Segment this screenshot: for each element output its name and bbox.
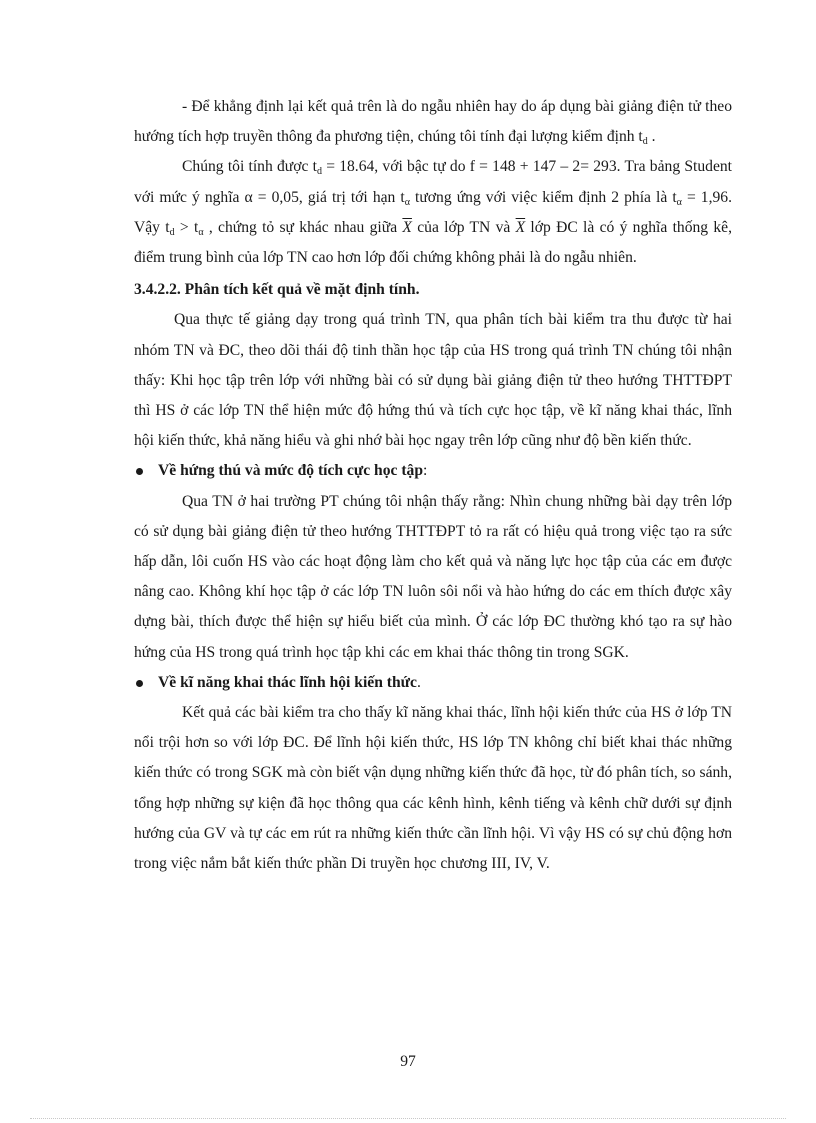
text-run: Chúng tôi tính được t <box>182 158 317 176</box>
bullet-interest <box>134 456 732 486</box>
paragraph-hypothesis-test <box>134 92 732 152</box>
bullet-skills <box>134 668 732 698</box>
subscript-d: d <box>316 166 322 178</box>
text-run: , chứng tỏ sự khác nhau giữa <box>203 218 403 236</box>
paragraph-observation: Qua thực tế giảng dạy trong quá trình TN, qua phân tích bài kiểm tra thu được từ hai nhóm TN và ĐC, theo dõi thái độ tinh thần học tập của HS trong quá trình TN chúng tôi nhận thấy: Khi học tập trên lớp với những bài có sử dụng bài giảng điện tử theo hướng THTTĐPT thì HS ở các lớp TN thể hiện mức độ hứng thú và tích cực học tập, về kĩ năng khai thác, lĩnh hội kiến thức, khả năng hiểu và ghi nhớ bài học ngay trên lớp cũng như độ bền kiến thức. <box>134 311 732 450</box>
text-run: = 18.64, với bậc tự do f = 148 + 147 – 2= 293. Tra bảng Student với mức ý nghĩa α = 0,05, giá trị tới hạn t <box>134 158 732 206</box>
paragraph-student-test <box>134 152 732 273</box>
subscript-alpha: α <box>404 196 410 208</box>
text-run: tương ứng với việc kiểm định 2 phía là t <box>409 188 677 206</box>
bullet-suffix: . <box>416 673 421 691</box>
bullet-suffix: : <box>423 462 428 480</box>
bullet-title: Về hứng thú và mức độ tích cực học tập <box>158 462 424 480</box>
x-bar-symbol: $\overline{X}$ <box>402 218 412 236</box>
section-heading: 3.4.2.2. Phân tích kết quả về mặt định tính. <box>134 281 420 299</box>
bullet-dot-icon <box>136 468 143 475</box>
text-run: - Để khẳng định lại kết quả trên là do ngẫu nhiên hay do áp dụng bài giảng điện tử theo hướng tích hợp truyền thông đa phương tiện, chúng tôi tính đại lượng kiểm định t <box>134 98 732 146</box>
page-content <box>134 92 732 879</box>
page-bottom-divider <box>30 1118 786 1119</box>
bullet-title: Về kĩ năng khai thác lĩnh hội kiến thức <box>158 673 417 691</box>
paragraph-interest: Qua TN ở hai trường PT chúng tôi nhận thấy rằng: Nhìn chung những bài dạy trên lớp có sử dụng bài giảng điện tử theo hướng THTTĐPT tỏ ra rất có hiệu quả trong việc tạo ra sức hấp dẫn, lôi cuốn HS vào các hoạt động làm cho kết quả và năng lực học tập của các em được nâng cao. Không khí học tập ở các lớp TN luôn sôi nổi và hào hứng do các em thích được xây dựng bài, thích được thể hiện sự hiểu biết của mình. Ở các lớp ĐC thường khó tạo ra sự hào hứng của HS trong quá trình học tập khi các em khai thác thông tin trong SGK. <box>134 492 732 661</box>
subscript-alpha: α <box>198 226 204 238</box>
text-run: lớp ĐC là có ý nghĩa thống kê, điểm trung bình của lớp TN cao hơn lớp đối chứng không phải là do ngẫu nhiên. <box>134 218 733 267</box>
text-run: > t <box>174 218 199 236</box>
bullet-dot-icon <box>136 680 143 687</box>
subscript-d: d <box>642 136 648 148</box>
text-run: = 1,96. Vậy t <box>134 188 732 236</box>
paragraph-skills: Kết quả các bài kiểm tra cho thấy kĩ năng khai thác, lĩnh hội kiến thức của HS ở lớp TN nổi trội hơn so với lớp ĐC. Để lĩnh hội kiến thức, HS lớp TN không chỉ biết khai thác những kiến thức có trong SGK mà còn biết vận dụng những kiến thức đã học, từ đó phân tích, so sánh, tổng hợp những sự kiện đã học thông qua các kênh hình, kênh tiếng và kênh chữ dưới sự định hướng của GV và tự các em rút ra những kiến thức cần lĩnh hội. Vì vậy HS có sự chủ động hơn trong việc nắm bắt kiến thức phần Di truyền học chương III, IV, V. <box>134 704 732 873</box>
text-run: . <box>647 128 656 146</box>
text-run: của lớp TN và <box>411 218 516 236</box>
subscript-d: d <box>169 226 175 238</box>
x-bar-symbol: $\overline{X}$ <box>515 218 526 236</box>
subscript-alpha: α <box>676 196 682 208</box>
page-number: 97 <box>400 1053 416 1070</box>
